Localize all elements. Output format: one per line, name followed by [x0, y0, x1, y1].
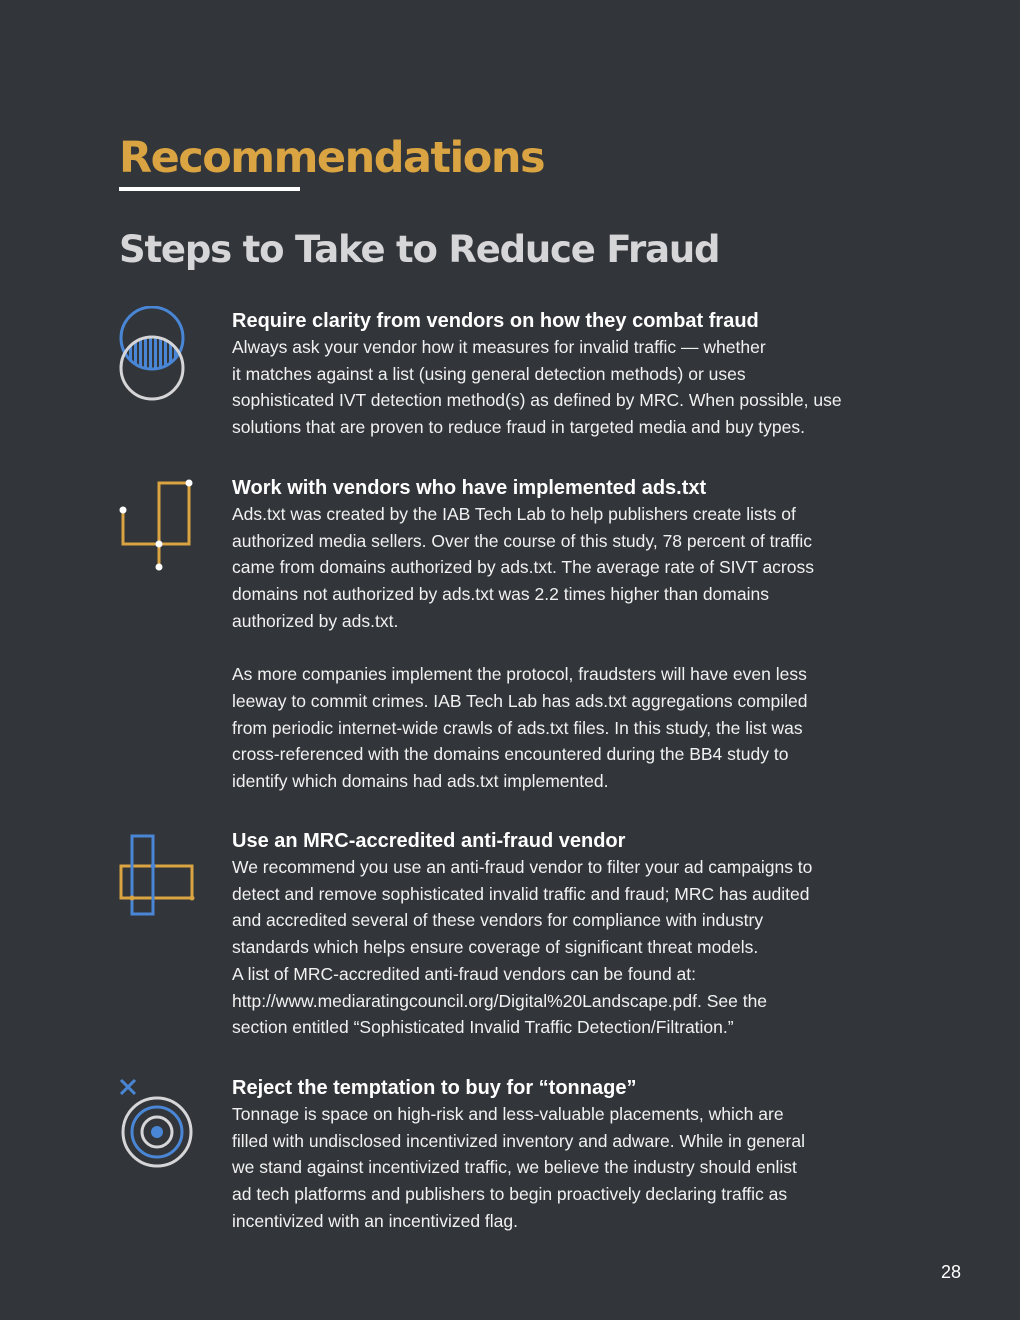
step-body: We recommend you use an anti-fraud vendor to filter your ad campaigns to detect and remove sophisticated invalid traffic and fraud; MRC has audited and accredited several of these vendors for compliance with industry standards which helps ensure coverage of significant threat models. A list of MRC-accredited anti-fraud vendors can be found at: http://www.mediaratingcouncil.org/Digital%20Landscape.pdf. See the section entitled “Sophisticated Invalid Traffic Detection/Filtration.” [232, 857, 813, 1038]
title-underline [119, 187, 300, 191]
section-subtitle: Steps to Take to Reduce Fraud [119, 228, 720, 271]
step-heading: Require clarity from vendors on how they combat fraud [232, 310, 759, 332]
step-heading: Work with vendors who have implemented ads.txt [232, 477, 707, 499]
overlapping-rectangles-icon [114, 832, 200, 920]
venn-circles-icon [114, 306, 194, 406]
target-icon [114, 1077, 200, 1173]
step-body: Tonnage is space on high-risk and less-valuable placements, which are filled with undisclosed incentivized inventory and adware. While in general we stand against incentivized traffic, we believe the industry should enlist ad tech platforms and publishers to begin proactively declaring traffic as incentivized with an incentivized flag. [232, 1104, 805, 1231]
step-body: Always ask your vendor how it measures for invalid traffic — whether it matches against a list (using general detection methods) or uses sophisticated IVT detection method(s) as defined by MRC. When possible, use solutions that are proven to reduce fraud in targeted media and buy types. [232, 337, 842, 438]
step-body: Ads.txt was created by the IAB Tech Lab to help publishers create lists of authorized media sellers. Over the course of this study, 78 percent of traffic came from domains authorized by ads.txt. The average rate of SIVT across domains not authorized by ads.txt was 2.2 times higher than domains authorized by ads.txt. [232, 504, 814, 631]
network-path-icon [114, 473, 198, 573]
step-body: As more companies implement the protocol, fraudsters will have even less leeway to commit crimes. IAB Tech Lab has ads.txt aggregations compiled from periodic internet-wide crawls of ads.txt files. In this study, the list was cross-referenced with the domains encountered during the BB4 study to identify which domains had ads.txt implemented. [232, 664, 808, 792]
step-heading: Reject the temptation to buy for “tonnage” [232, 1077, 637, 1099]
step-heading: Use an MRC-accredited anti-fraud vendor [232, 830, 626, 852]
page-title: Recommendations [119, 133, 545, 183]
page-number: 28 [940, 1262, 961, 1282]
